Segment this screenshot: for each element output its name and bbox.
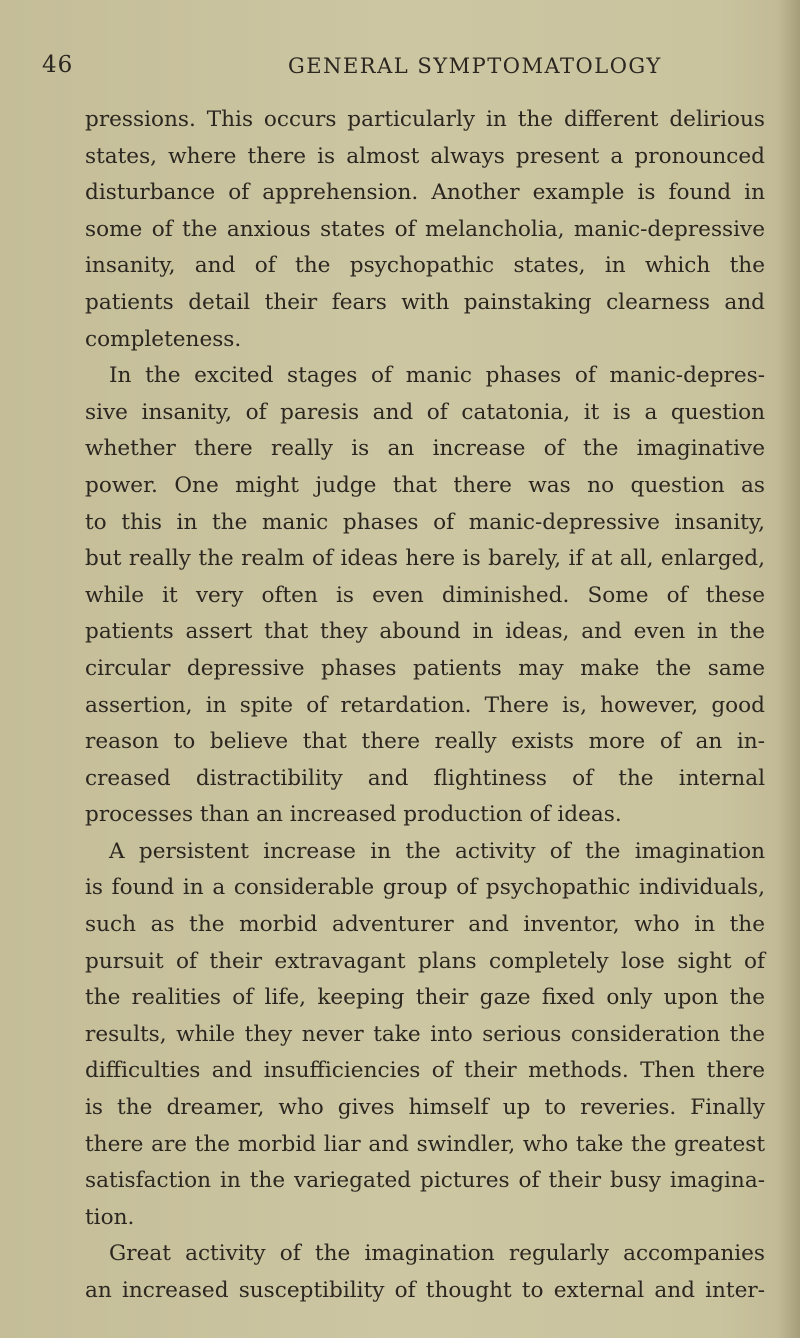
text-line: an increased susceptibility of thought to external and inter- [85,1278,765,1303]
text-line: reason to believe that there really exists more of an in- [85,729,765,755]
text-line: whether there really is an increase of the imaginative [85,436,765,462]
page-number: 46 [42,52,74,78]
running-head: GENERAL SYMPTOMATOLOGY [288,54,662,78]
text-line: but really the realm of ideas here is barely, if at all, enlarged, [85,546,765,572]
text-line: to this in the manic phases of manic-depressive insanity, [85,509,765,535]
text-line: creased distractibility and flightiness of the internal [85,765,765,791]
text-line: results, while they never take into serious consideration the [85,1021,765,1047]
text-line: while it very often is even diminished. Some of these [85,582,765,608]
text-line: disturbance of apprehension. Another example is found in [85,180,765,206]
text-line: Great activity of the imagination regularly accompanies [109,1241,765,1267]
text-line: patients detail their fears with painstaking clearness and [85,289,765,315]
text-line: there are the morbid liar and swindler, who take the greatest [85,1131,765,1157]
text-line: patients assert that they abound in ideas, and even in the [85,619,765,645]
page-header [42,52,742,88]
text-line: some of the anxious states of melancholia, manic-depressive [85,216,765,242]
text-line: assertion, in spite of retardation. There is, however, good [85,692,765,718]
text-line: circular depressive phases patients may make the same [85,655,765,681]
text-line: tion. [85,1204,135,1230]
text-line: is found in a considerable group of psychopathic individuals, [85,875,765,901]
page-edge-shadow [778,0,800,1338]
text-line: processes than an increased production of ideas. [85,802,622,828]
text-line: satisfaction in the variegated pictures of their busy imagina- [85,1168,765,1194]
text-line: pursuit of their extravagant plans completely lose sight of [85,948,765,974]
body-text [85,102,765,1310]
text-line: A persistent increase in the activity of the imagination [109,838,765,864]
text-line: states, where there is almost always present a pronounced [85,143,765,169]
text-line: completeness. [85,326,242,352]
text-line: pressions. This occurs particularly in the different delirious [85,107,765,132]
text-line: In the excited stages of manic phases of manic-depres- [109,363,765,389]
text-line: is the dreamer, who gives himself up to reveries. Finally [85,1095,765,1121]
text-line: sive insanity, of paresis and of catatonia, it is a question [85,399,765,425]
text-line: the realities of life, keeping their gaze fixed only upon the [85,985,765,1011]
text-line: power. One might judge that there was no question as [85,472,765,498]
text-line: difficulties and insufficiencies of their methods. Then there [85,1058,765,1084]
text-line: insanity, and of the psychopathic states, in which the [85,253,765,279]
text-line: such as the morbid adventurer and inventor, who in the [85,912,765,938]
